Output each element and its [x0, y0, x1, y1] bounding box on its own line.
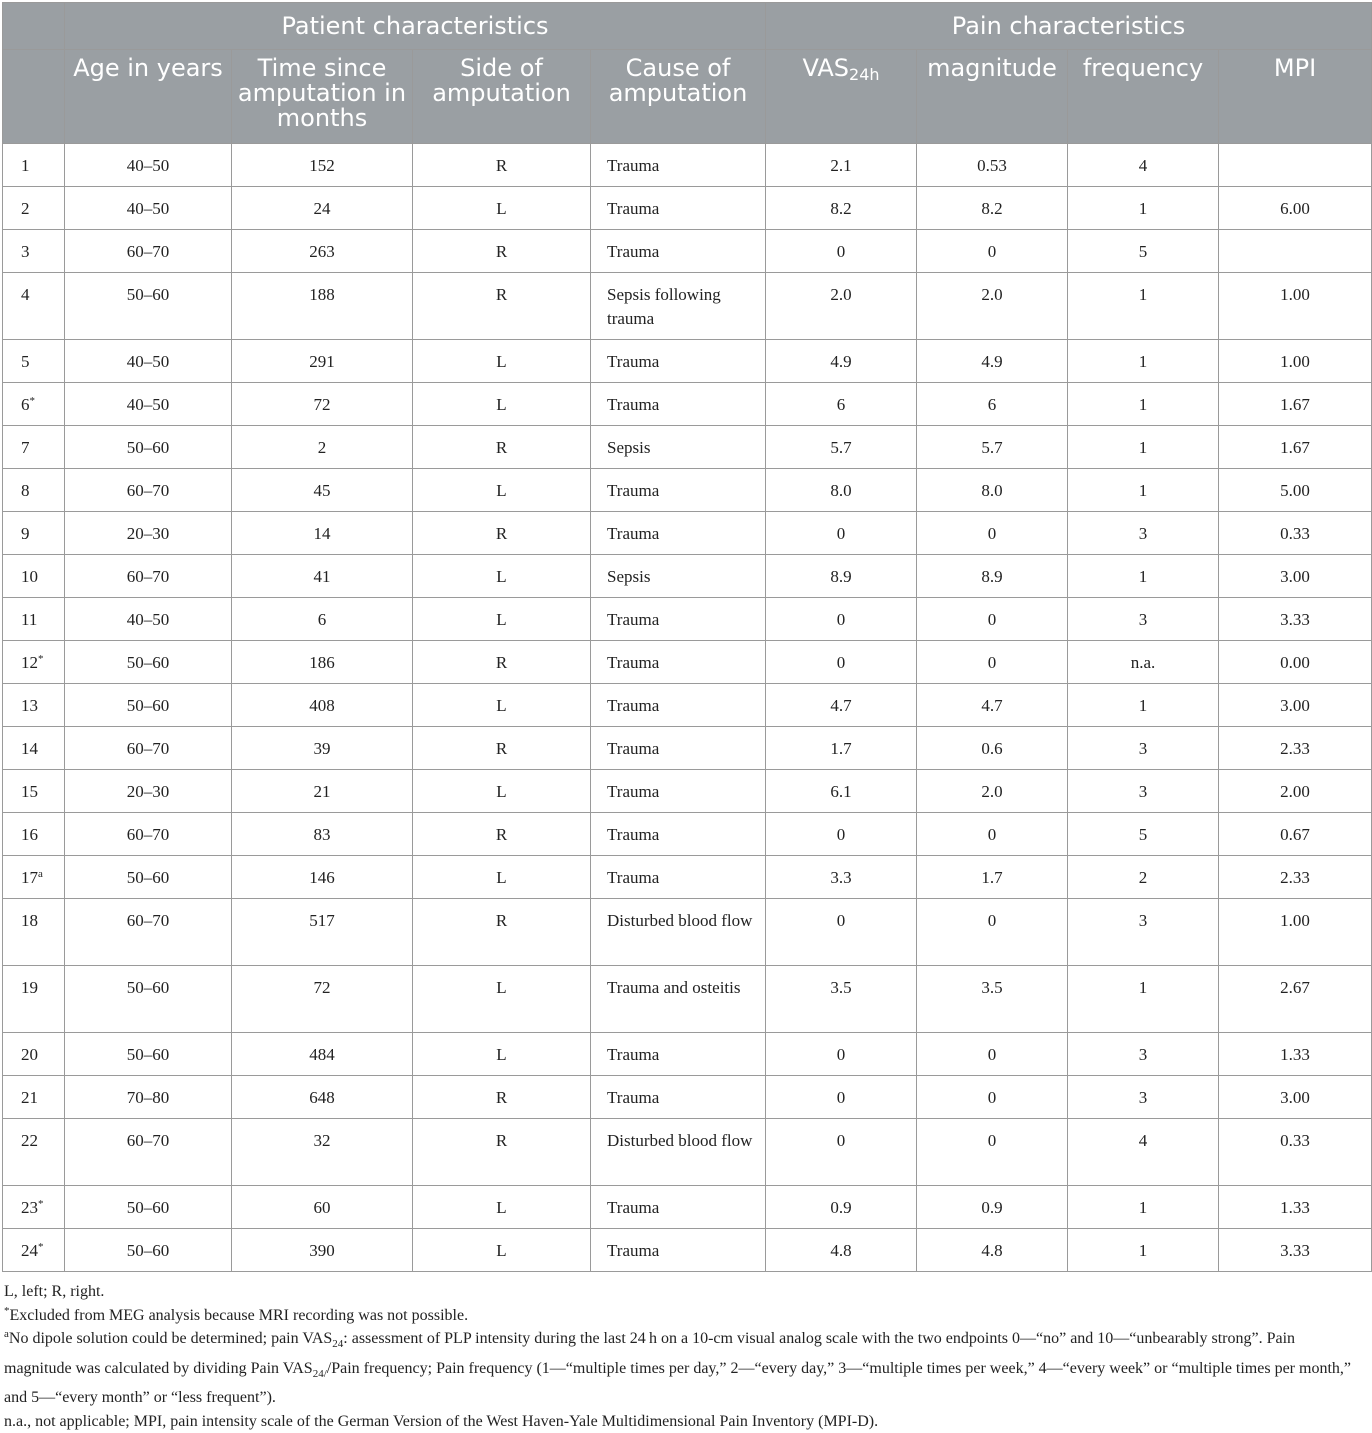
- cell-frequency: 1: [1068, 383, 1219, 426]
- cell-side: R: [413, 426, 591, 469]
- patient-id: 14: [21, 739, 38, 758]
- patient-id: 11: [21, 610, 38, 629]
- cell-magnitude: 0: [917, 230, 1068, 273]
- cell-mpi: 0.33: [1219, 1119, 1372, 1186]
- patient-id: 21: [21, 1088, 38, 1107]
- cell-mpi: 6.00: [1219, 187, 1372, 230]
- patient-id: 12: [21, 653, 38, 672]
- cell-frequency: 5: [1068, 230, 1219, 273]
- cell-patient-id: [3, 770, 65, 813]
- cell-cause: Trauma: [591, 144, 766, 187]
- table-row: [3, 512, 1372, 555]
- cell-magnitude: 8.0: [917, 469, 1068, 512]
- cell-patient-id: [3, 1229, 65, 1272]
- cell-time: 186: [232, 641, 413, 684]
- patient-id: 15: [21, 782, 38, 801]
- cell-vas: 0: [766, 641, 917, 684]
- table-row: [3, 1119, 1372, 1186]
- cell-frequency: n.a.: [1068, 641, 1219, 684]
- cell-patient-id: [3, 512, 65, 555]
- cell-patient-id: [3, 598, 65, 641]
- cell-age: 50–60: [65, 1186, 232, 1229]
- cell-vas: 5.7: [766, 426, 917, 469]
- patient-id: 1: [21, 156, 30, 175]
- table-row: [3, 1186, 1372, 1229]
- cell-magnitude: 0: [917, 1033, 1068, 1076]
- cell-vas: 6.1: [766, 770, 917, 813]
- cell-magnitude: 0: [917, 1076, 1068, 1119]
- footnote-a-text-2: : assessment of PLP intensity during the last 24 h on a 10-cm visual analog scale with the two endpoints 0—“no” and 10—“unbearably strong”. Pain magnitude was calculated by dividing Pain VAS: [4, 1330, 1296, 1377]
- cell-mpi: 2.00: [1219, 770, 1372, 813]
- table-row: [3, 383, 1372, 426]
- cell-cause: Trauma: [591, 512, 766, 555]
- footnote-a-mark: a: [4, 1328, 9, 1340]
- cell-age: 60–70: [65, 813, 232, 856]
- cell-frequency: 1: [1068, 555, 1219, 598]
- cell-time: 484: [232, 1033, 413, 1076]
- table-row: [3, 598, 1372, 641]
- cell-cause: Sepsis: [591, 555, 766, 598]
- cell-frequency: 1: [1068, 426, 1219, 469]
- cell-mpi: 1.33: [1219, 1186, 1372, 1229]
- cell-magnitude: 1.7: [917, 856, 1068, 899]
- cell-age: 40–50: [65, 383, 232, 426]
- cell-magnitude: 5.7: [917, 426, 1068, 469]
- cell-side: L: [413, 966, 591, 1033]
- cell-side: R: [413, 144, 591, 187]
- cell-age: 60–70: [65, 1119, 232, 1186]
- cell-patient-id: [3, 727, 65, 770]
- cell-magnitude: 0: [917, 598, 1068, 641]
- cell-side: R: [413, 727, 591, 770]
- cell-age: 50–60: [65, 966, 232, 1033]
- cell-mpi: 0.67: [1219, 813, 1372, 856]
- cell-magnitude: 8.9: [917, 555, 1068, 598]
- cell-age: 20–30: [65, 512, 232, 555]
- cell-cause: Trauma: [591, 230, 766, 273]
- cell-time: 291: [232, 340, 413, 383]
- cell-side: R: [413, 899, 591, 966]
- cell-patient-id: [3, 856, 65, 899]
- cell-frequency: 1: [1068, 966, 1219, 1033]
- cell-time: 60: [232, 1186, 413, 1229]
- cell-cause: Trauma: [591, 1229, 766, 1272]
- vas-label: VAS: [802, 54, 850, 82]
- cell-frequency: 4: [1068, 144, 1219, 187]
- cell-time: 24: [232, 187, 413, 230]
- cell-age: 60–70: [65, 899, 232, 966]
- cell-cause: Trauma: [591, 1186, 766, 1229]
- patient-id: 19: [21, 978, 38, 997]
- cell-vas: 2.1: [766, 144, 917, 187]
- cell-cause: Trauma: [591, 598, 766, 641]
- cell-patient-id: [3, 340, 65, 383]
- cell-side: L: [413, 340, 591, 383]
- cell-magnitude: 0: [917, 641, 1068, 684]
- patient-id: 18: [21, 911, 38, 930]
- cell-side: R: [413, 1076, 591, 1119]
- cell-age: 50–60: [65, 1033, 232, 1076]
- cell-age: 40–50: [65, 187, 232, 230]
- cell-cause: Trauma: [591, 469, 766, 512]
- cell-mpi: 1.00: [1219, 340, 1372, 383]
- patient-id: 17: [21, 868, 38, 887]
- cell-frequency: 5: [1068, 813, 1219, 856]
- cell-side: L: [413, 469, 591, 512]
- cell-cause: Trauma: [591, 813, 766, 856]
- patient-id: 2: [21, 199, 30, 218]
- cell-frequency: 3: [1068, 1033, 1219, 1076]
- cell-cause: Trauma: [591, 1033, 766, 1076]
- cell-age: 60–70: [65, 727, 232, 770]
- cell-side: R: [413, 512, 591, 555]
- footnote-a-sub-2: 24/: [312, 1367, 327, 1380]
- column-header-frequency: frequency: [1068, 50, 1219, 144]
- cell-mpi: 3.00: [1219, 1076, 1372, 1119]
- column-header-cause: Cause of amputation: [591, 50, 766, 144]
- cell-vas: 0: [766, 1076, 917, 1119]
- cell-time: 2: [232, 426, 413, 469]
- patient-id: 10: [21, 567, 38, 586]
- cell-magnitude: 0: [917, 899, 1068, 966]
- cell-side: L: [413, 856, 591, 899]
- cell-vas: 0: [766, 899, 917, 966]
- cell-patient-id: [3, 966, 65, 1033]
- cell-age: 60–70: [65, 230, 232, 273]
- column-header-time: Time since amputation in months: [232, 50, 413, 144]
- patient-id: 9: [21, 524, 30, 543]
- table-row: [3, 1076, 1372, 1119]
- cell-patient-id: [3, 273, 65, 340]
- cell-cause: Trauma: [591, 187, 766, 230]
- cell-time: 263: [232, 230, 413, 273]
- cell-mpi: 0.33: [1219, 512, 1372, 555]
- patient-id: 6: [21, 395, 30, 414]
- cell-magnitude: 6: [917, 383, 1068, 426]
- patient-id: 23: [21, 1198, 38, 1217]
- table-row: [3, 340, 1372, 383]
- cell-cause: Sepsis following trauma: [591, 273, 766, 340]
- cell-age: 50–60: [65, 856, 232, 899]
- table-footnotes: [0, 1272, 1370, 1433]
- cell-age: 50–60: [65, 426, 232, 469]
- patient-id: 8: [21, 481, 30, 500]
- cell-age: 50–60: [65, 1229, 232, 1272]
- cell-cause: Disturbed blood flow: [591, 1119, 766, 1186]
- cell-vas: 8.0: [766, 469, 917, 512]
- cell-cause: Trauma: [591, 641, 766, 684]
- cell-magnitude: 0.9: [917, 1186, 1068, 1229]
- cell-side: L: [413, 187, 591, 230]
- cell-frequency: 4: [1068, 1119, 1219, 1186]
- cell-age: 60–70: [65, 555, 232, 598]
- cell-frequency: 2: [1068, 856, 1219, 899]
- cell-side: R: [413, 641, 591, 684]
- table-row: [3, 469, 1372, 512]
- table-row: [3, 813, 1372, 856]
- cell-mpi: 3.00: [1219, 555, 1372, 598]
- footnote-star-mark: *: [4, 1304, 10, 1317]
- patient-id: 3: [21, 242, 30, 261]
- cell-mpi: [1219, 144, 1372, 187]
- cell-magnitude: 0.53: [917, 144, 1068, 187]
- cell-cause: Trauma: [591, 383, 766, 426]
- cell-patient-id: [3, 813, 65, 856]
- table-row: [3, 684, 1372, 727]
- table-row: [3, 770, 1372, 813]
- cell-magnitude: 0.6: [917, 727, 1068, 770]
- cell-age: 50–60: [65, 641, 232, 684]
- header-id: [3, 50, 65, 144]
- cell-mpi: 3.33: [1219, 1229, 1372, 1272]
- cell-time: 6: [232, 598, 413, 641]
- column-header-mpi: MPI: [1219, 50, 1372, 144]
- cell-cause: Trauma: [591, 1076, 766, 1119]
- table-header: [3, 3, 1372, 144]
- cell-magnitude: 8.2: [917, 187, 1068, 230]
- cell-side: R: [413, 1119, 591, 1186]
- patient-id: 7: [21, 438, 30, 457]
- cell-vas: 8.2: [766, 187, 917, 230]
- cell-magnitude: 0: [917, 813, 1068, 856]
- cell-side: L: [413, 684, 591, 727]
- cell-time: 648: [232, 1076, 413, 1119]
- cell-magnitude: 4.7: [917, 684, 1068, 727]
- table-row: [3, 966, 1372, 1033]
- cell-magnitude: 2.0: [917, 273, 1068, 340]
- cell-mpi: 1.67: [1219, 383, 1372, 426]
- cell-side: L: [413, 1186, 591, 1229]
- table-row: [3, 641, 1372, 684]
- footnote-star-text: Excluded from MEG analysis because MRI recording was not possible.: [9, 1306, 469, 1324]
- cell-patient-id: [3, 230, 65, 273]
- group-header-patient: Patient characteristics: [65, 3, 766, 50]
- cell-vas: 0: [766, 1119, 917, 1186]
- cell-vas: 2.0: [766, 273, 917, 340]
- footnote-abbreviations: L, left; R, right.: [4, 1283, 105, 1300]
- table-row: [3, 727, 1372, 770]
- cell-mpi: 5.00: [1219, 469, 1372, 512]
- cell-frequency: 3: [1068, 727, 1219, 770]
- cell-cause: Trauma: [591, 856, 766, 899]
- cell-age: 40–50: [65, 598, 232, 641]
- patient-id-mark: a: [38, 868, 43, 880]
- footnote-a-text-3: /Pain frequency; Pain frequency (1—“multiple times per day,” 2—“every day,” 3—“multiple times per week,” 4—“every week” or “multiple times per month,” and 5—“every month” or “less frequent”).: [4, 1359, 1351, 1407]
- footnote-a-sub-1: 24: [332, 1338, 344, 1351]
- cell-mpi: 1.67: [1219, 426, 1372, 469]
- cell-vas: 4.9: [766, 340, 917, 383]
- cell-cause: Trauma and osteitis: [591, 966, 766, 1033]
- cell-side: L: [413, 1229, 591, 1272]
- footnote-na: n.a., not applicable; MPI, pain intensity scale of the German Version of the West Haven-Yale Multidimensional Pain Inventory (MPI-D).: [4, 1412, 879, 1430]
- cell-side: L: [413, 555, 591, 598]
- cell-mpi: 0.00: [1219, 641, 1372, 684]
- cell-side: L: [413, 598, 591, 641]
- patient-id: 22: [21, 1131, 38, 1150]
- cell-cause: Sepsis: [591, 426, 766, 469]
- patient-id-mark: *: [38, 1241, 44, 1253]
- cell-vas: 0: [766, 813, 917, 856]
- group-header-pain: Pain characteristics: [766, 3, 1372, 50]
- footnote-dipole: [4, 1327, 1366, 1410]
- cell-time: 32: [232, 1119, 413, 1186]
- cell-time: 146: [232, 856, 413, 899]
- table-row: [3, 426, 1372, 469]
- patient-id: 5: [21, 352, 30, 371]
- cell-magnitude: 2.0: [917, 770, 1068, 813]
- cell-frequency: 1: [1068, 187, 1219, 230]
- cell-mpi: 1.00: [1219, 273, 1372, 340]
- table-row: [3, 144, 1372, 187]
- cell-patient-id: [3, 383, 65, 426]
- cell-age: 40–50: [65, 340, 232, 383]
- cell-side: L: [413, 770, 591, 813]
- cell-patient-id: [3, 641, 65, 684]
- cell-patient-id: [3, 1033, 65, 1076]
- table-row: [3, 856, 1372, 899]
- cell-time: 45: [232, 469, 413, 512]
- column-header-side: Side of amputation: [413, 50, 591, 144]
- cell-magnitude: 4.8: [917, 1229, 1068, 1272]
- cell-patient-id: [3, 144, 65, 187]
- cell-vas: 4.8: [766, 1229, 917, 1272]
- cell-frequency: 3: [1068, 899, 1219, 966]
- cell-magnitude: 0: [917, 512, 1068, 555]
- cell-vas: 0: [766, 1033, 917, 1076]
- patient-id: 4: [21, 285, 30, 304]
- patient-id-mark: *: [38, 1198, 44, 1210]
- cell-age: 20–30: [65, 770, 232, 813]
- cell-vas: 0: [766, 598, 917, 641]
- patient-id-mark: *: [29, 395, 35, 407]
- cell-time: 39: [232, 727, 413, 770]
- cell-patient-id: [3, 684, 65, 727]
- cell-vas: 8.9: [766, 555, 917, 598]
- cell-time: 14: [232, 512, 413, 555]
- cell-patient-id: [3, 187, 65, 230]
- table-row: [3, 555, 1372, 598]
- cell-frequency: 1: [1068, 1229, 1219, 1272]
- cell-side: R: [413, 273, 591, 340]
- cell-frequency: 1: [1068, 684, 1219, 727]
- column-header-age: Age in years: [65, 50, 232, 144]
- table-row: [3, 899, 1372, 966]
- cell-cause: Disturbed blood flow: [591, 899, 766, 966]
- table-row: [3, 230, 1372, 273]
- cell-age: 50–60: [65, 684, 232, 727]
- table-row: [3, 1229, 1372, 1272]
- cell-frequency: 1: [1068, 273, 1219, 340]
- cell-mpi: 2.33: [1219, 856, 1372, 899]
- table-row: [3, 187, 1372, 230]
- cell-frequency: 1: [1068, 340, 1219, 383]
- cell-side: L: [413, 1033, 591, 1076]
- cell-age: 60–70: [65, 469, 232, 512]
- cell-frequency: 3: [1068, 770, 1219, 813]
- cell-patient-id: [3, 555, 65, 598]
- cell-vas: 0.9: [766, 1186, 917, 1229]
- cell-patient-id: [3, 426, 65, 469]
- footnote-a-text-1: No dipole solution could be determined; pain VAS: [8, 1330, 333, 1347]
- cell-time: 72: [232, 966, 413, 1033]
- cell-patient-id: [3, 899, 65, 966]
- cell-side: R: [413, 813, 591, 856]
- patient-id: 13: [21, 696, 38, 715]
- cell-mpi: 1.00: [1219, 899, 1372, 966]
- cell-age: 50–60: [65, 273, 232, 340]
- cell-patient-id: [3, 1186, 65, 1229]
- patient-table: [2, 2, 1372, 1272]
- cell-magnitude: 4.9: [917, 340, 1068, 383]
- cell-vas: 3.3: [766, 856, 917, 899]
- patient-id: 20: [21, 1045, 38, 1064]
- table-row: [3, 273, 1372, 340]
- table-row: [3, 1033, 1372, 1076]
- cell-time: 41: [232, 555, 413, 598]
- cell-frequency: 3: [1068, 1076, 1219, 1119]
- footnote-excluded: [4, 1304, 1366, 1328]
- cell-mpi: 3.33: [1219, 598, 1372, 641]
- cell-side: R: [413, 230, 591, 273]
- cell-vas: 0: [766, 230, 917, 273]
- cell-mpi: 2.67: [1219, 966, 1372, 1033]
- cell-time: 517: [232, 899, 413, 966]
- cell-time: 390: [232, 1229, 413, 1272]
- cell-time: 72: [232, 383, 413, 426]
- cell-vas: 3.5: [766, 966, 917, 1033]
- vas-subscript: 24h: [849, 65, 880, 84]
- cell-age: 40–50: [65, 144, 232, 187]
- patient-id-mark: *: [38, 653, 44, 665]
- header-corner: [3, 3, 65, 50]
- cell-vas: 6: [766, 383, 917, 426]
- cell-vas: 4.7: [766, 684, 917, 727]
- cell-age: 70–80: [65, 1076, 232, 1119]
- cell-cause: Trauma: [591, 684, 766, 727]
- cell-mpi: 3.00: [1219, 684, 1372, 727]
- cell-vas: 0: [766, 512, 917, 555]
- column-header-vas: [766, 50, 917, 144]
- cell-time: 21: [232, 770, 413, 813]
- cell-time: 152: [232, 144, 413, 187]
- cell-magnitude: 0: [917, 1119, 1068, 1186]
- cell-vas: 1.7: [766, 727, 917, 770]
- cell-magnitude: 3.5: [917, 966, 1068, 1033]
- cell-patient-id: [3, 1119, 65, 1186]
- cell-time: 408: [232, 684, 413, 727]
- patient-id: 24: [21, 1241, 38, 1260]
- cell-frequency: 1: [1068, 1186, 1219, 1229]
- cell-patient-id: [3, 469, 65, 512]
- cell-cause: Trauma: [591, 340, 766, 383]
- cell-frequency: 1: [1068, 469, 1219, 512]
- cell-mpi: [1219, 230, 1372, 273]
- cell-cause: Trauma: [591, 727, 766, 770]
- cell-frequency: 3: [1068, 598, 1219, 641]
- cell-mpi: 2.33: [1219, 727, 1372, 770]
- cell-cause: Trauma: [591, 770, 766, 813]
- cell-mpi: 1.33: [1219, 1033, 1372, 1076]
- cell-side: L: [413, 383, 591, 426]
- cell-time: 188: [232, 273, 413, 340]
- cell-frequency: 3: [1068, 512, 1219, 555]
- cell-time: 83: [232, 813, 413, 856]
- table-body: [3, 144, 1372, 1272]
- column-header-magnitude: magnitude: [917, 50, 1068, 144]
- patient-id: 16: [21, 825, 38, 844]
- cell-patient-id: [3, 1076, 65, 1119]
